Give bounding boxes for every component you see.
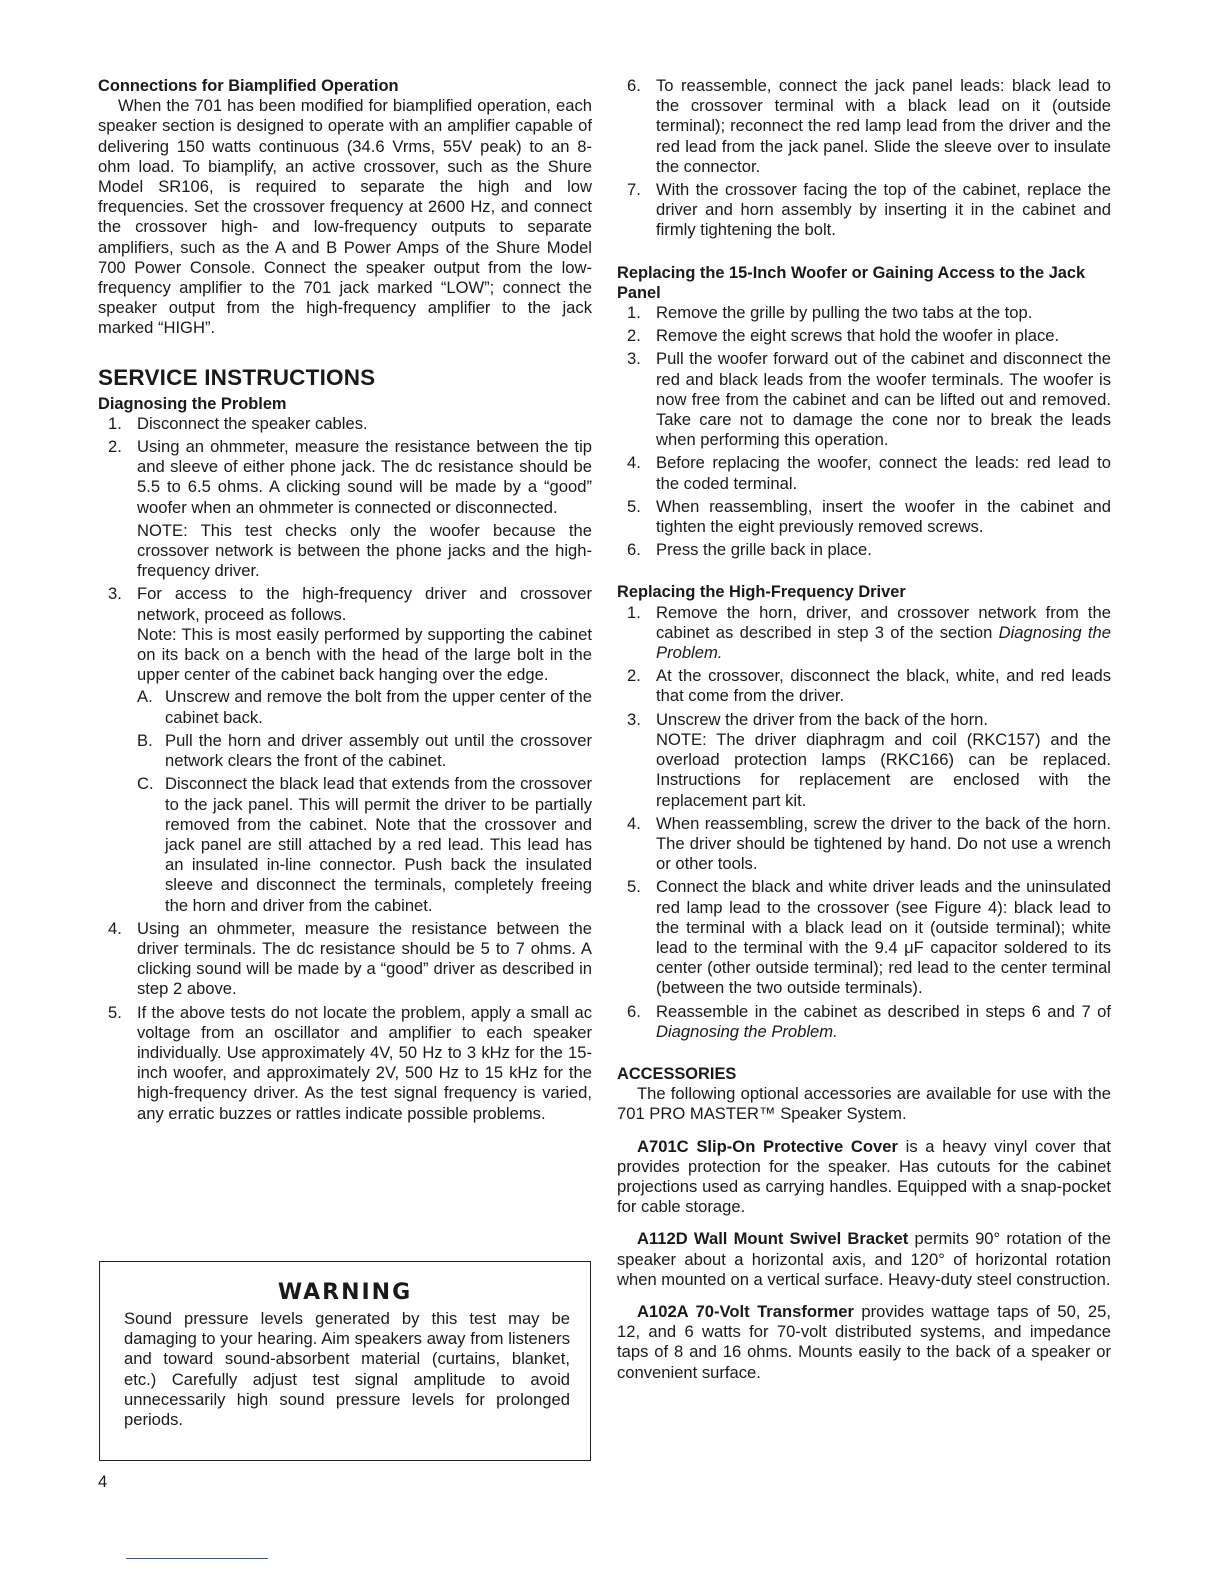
list-item xyxy=(98,414,592,434)
biamp-paragraph: When the 701 has been modified for biamplified operation, each speaker section is designed to operate with an amplifier capable of delivering 150 watts continuous (34.6 Vrms, 55V peak) to an 8-ohm load. To biamplify, an active crossover, such as the Shure Model SR106, is required to separate the high and low frequencies. Set the crossover frequency at 2600 Hz, and connect the crossover high- and low-frequency outputs to separate amplifiers, such as the A and B Power Amps of the Shure Model 700 Power Console. Connect the speaker output from the low-frequency amplifier to the 701 jack marked “LOW”; connect the speaker output from the high-frequency amplifier to the jack marked “HIGH”. xyxy=(98,96,592,338)
step-text: Connect the black and white driver leads and the uninsulated red lamp lead to the crossover (see Figure 4): black lead to the terminal with a black lead on it (outside terminal); white lead to the terminal with the 9.4 μF capacitor soldered to its center (other outside terminal); red lead to the center terminal (between the two outside terminals). xyxy=(656,877,1111,998)
list-item xyxy=(617,710,1111,811)
step-number: 4. xyxy=(627,813,641,833)
step-text: Before replacing the woofer, connect the leads: red lead to the coded terminal. xyxy=(656,453,1111,493)
step-note: Note: This is most easily performed by supporting the cabinet on its back on a bench with the head of the large bolt in the upper center of the cabinet back hanging over the edge. xyxy=(137,624,592,685)
step-number: 2. xyxy=(627,326,641,346)
diagnosing-subhead: Diagnosing the Problem xyxy=(98,394,287,413)
list-item xyxy=(617,326,1111,346)
step-text: Pull the woofer forward out of the cabinet and disconnect the red and black leads from the woofer terminals. The woofer is now free from the cabinet and can be lifted out and removed. Take care not to damage the cone nor to break the leads when performing this operation. xyxy=(656,349,1111,450)
sub-step-label: C. xyxy=(137,774,154,794)
list-item xyxy=(617,540,1111,560)
list-item xyxy=(617,349,1111,450)
step-text: Unscrew the driver from the back of the horn. xyxy=(656,709,989,729)
sub-step xyxy=(137,687,592,727)
accessory-name: A102A 70-Volt Transformer xyxy=(637,1301,854,1321)
accessory-name: A701C Slip-On Protective Cover xyxy=(637,1136,898,1156)
step-number: 5. xyxy=(108,1002,122,1022)
list-item xyxy=(617,666,1111,706)
step-text: Reassemble in the cabinet as described in steps 6 and 7 of xyxy=(656,1001,1111,1021)
section-reference: Diagnosing the Problem. xyxy=(656,1021,838,1041)
accessory-item xyxy=(617,1137,1111,1218)
step-number: 5. xyxy=(627,496,641,516)
sub-step-text: Pull the horn and driver assembly out until the crossover network clears the front of the cabinet. xyxy=(165,730,592,771)
list-item xyxy=(617,497,1111,537)
sub-step-text: Unscrew and remove the bolt from the upper center of the cabinet back. xyxy=(165,687,592,727)
step-number: 7. xyxy=(627,180,641,200)
step-number: 5. xyxy=(627,877,641,897)
accessory-description: permits 90° rotation of the speaker about a horizontal axis, and 120° of horizontal rotation when mounted on a vertical surface. Heavy-duty steel construction. xyxy=(617,1229,1111,1289)
list-item xyxy=(617,303,1111,323)
left-column xyxy=(98,76,592,1127)
step-text: For access to the high-frequency driver and crossover network, proceed as follows. xyxy=(137,584,592,624)
step-number: 2. xyxy=(108,437,122,457)
step-text: Remove the horn, driver, and crossover network from the cabinet as described in step 3 of the section xyxy=(656,602,1111,642)
list-item xyxy=(617,814,1111,875)
service-instructions-title: SERVICE INSTRUCTIONS xyxy=(98,364,376,390)
warning-title: WARNING xyxy=(277,1280,413,1305)
list-item xyxy=(617,76,1111,177)
woofer-heading: Replacing the 15-Inch Woofer or Gaining Access to the Jack Panel xyxy=(617,263,1086,302)
accessories-title: ACCESSORIES xyxy=(617,1064,737,1083)
step-number: 4. xyxy=(108,918,122,938)
step-text: When reassembling, screw the driver to the back of the horn. The driver should be tightened by hand. Do not use a wrench or other tools. xyxy=(656,813,1111,874)
driver-steps xyxy=(617,603,1111,1042)
list-item xyxy=(98,919,592,1000)
step-note: NOTE: This test checks only the woofer because the crossover network is between the phone jacks and the high-frequency driver. xyxy=(137,520,592,581)
step-number: 6. xyxy=(627,540,641,560)
step-text: With the crossover facing the top of the cabinet, replace the driver and horn assembly by inserting it in the cabinet and firmly tightening the bolt. xyxy=(656,180,1111,240)
sub-step xyxy=(137,731,592,771)
sub-step xyxy=(137,774,592,915)
step-text: When reassembling, insert the woofer in the cabinet and tighten the eight previously removed screws. xyxy=(656,496,1111,537)
step-number: 1. xyxy=(627,602,641,622)
step-number: 1. xyxy=(108,413,122,433)
accessory-name: A112D Wall Mount Swivel Bracket xyxy=(637,1229,909,1249)
step-note: NOTE: The driver diaphragm and coil (RKC157) and the overload protection lamps (RKC166) can be replaced. Instructions for replacement are enclosed with the replacement part kit. xyxy=(656,729,1111,810)
step-text: Press the grille back in place. xyxy=(656,540,872,560)
sub-step-label: B. xyxy=(137,730,153,750)
step-text: Remove the grille by pulling the two tabs at the top. xyxy=(656,303,1033,323)
accessories-intro: The following optional accessories are available for use with the 701 PRO MASTER™ Speaker System. xyxy=(617,1084,1111,1124)
step-number: 6. xyxy=(627,76,641,95)
section-reference: Diagnosing the Problem. xyxy=(656,622,1111,663)
sub-steps xyxy=(137,687,592,915)
list-item xyxy=(617,603,1111,664)
driver-heading: Replacing the High-Frequency Driver xyxy=(617,583,906,602)
step-number: 3. xyxy=(627,709,641,729)
list-item xyxy=(98,437,592,581)
footer-rule xyxy=(126,1558,268,1559)
step-number: 2. xyxy=(627,666,641,686)
list-item xyxy=(98,584,592,915)
accessory-description: provides wattage taps of 50, 25, 12, and 6 watts for 70-volt distributed systems, and impedance taps of 8 and 16 ohms. Mounts easily to the back of a speaker or convenient surface. xyxy=(617,1301,1112,1382)
diagnosing-steps xyxy=(98,414,592,1124)
step-text: Disconnect the speaker cables. xyxy=(137,413,368,433)
biamp-heading: Connections for Biamplified Operation xyxy=(98,77,399,95)
list-item xyxy=(617,1002,1111,1042)
step-text: Remove the eight screws that hold the woofer in place. xyxy=(656,326,1060,346)
step-text: To reassemble, connect the jack panel leads: black lead to the crossover terminal with a black lead on it (outside terminal); reconnect the red lamp lead from the driver and the red lead from the jack panel. Slide the sleeve over to insulate the connector. xyxy=(656,76,1111,176)
step-number: 3. xyxy=(108,584,122,604)
step-number: 1. xyxy=(627,303,641,323)
sub-step-text: Disconnect the black lead that extends from the crossover to the jack panel. This will permit the driver to be partially removed from the cabinet. Note that the crossover and jack panel are still attached by a red lead. This lead has an insulated in-line connector. Push back the insulated sleeve and disconnect the terminals, completely freeing the horn and driver from the cabinet. xyxy=(165,774,592,915)
step-text: Using an ohmmeter, measure the resistance between the driver terminals. The dc resistance should be 5 to 7 ohms. A clicking sound will be made by a “good” driver as described in step 2 above. xyxy=(137,918,592,999)
step-text: At the crossover, disconnect the black, white, and red leads that come from the driver. xyxy=(656,666,1111,706)
accessory-description: is a heavy vinyl cover that provides protection for the speaker. Has cutouts for the cabinet projections used as carrying handles. Equipped with a snap-pocket for cable storage. xyxy=(617,1136,1111,1217)
list-item xyxy=(617,453,1111,493)
step-number: 3. xyxy=(627,349,641,369)
accessory-item xyxy=(617,1302,1111,1383)
list-item xyxy=(617,180,1111,241)
woofer-steps xyxy=(617,303,1111,560)
right-column xyxy=(617,76,1111,1395)
step-number: 6. xyxy=(627,1001,641,1021)
sub-step-label: A. xyxy=(137,687,153,707)
step-number: 4. xyxy=(627,453,641,473)
reassemble-steps xyxy=(617,76,1111,241)
list-item xyxy=(617,877,1111,998)
warning-box xyxy=(99,1261,591,1461)
step-text: Using an ohmmeter, measure the resistance between the tip and sleeve of either phone jack. The dc resistance should be 5.5 to 6.5 ohms. A clicking sound will be made by a “good” woofer when an ohmmeter is connected or disconnected. xyxy=(137,437,592,517)
page-number: 4 xyxy=(98,1472,108,1491)
accessory-item xyxy=(617,1229,1111,1290)
list-item xyxy=(98,1003,592,1124)
warning-text: Sound pressure levels generated by this test may be damaging to your hearing. Aim speakers away from listeners and toward sound-absorbent material (curtains, blanket, etc.) Carefully adjust test signal amplitude to avoid unnecessarily high sound pressure levels for prolonged periods. xyxy=(124,1309,570,1430)
step-text: If the above tests do not locate the problem, apply a small ac voltage from an oscillator and amplifier to each speaker individually. Use approximately 4V, 50 Hz to 3 kHz for the 15-inch woofer, and approximately 2V, 500 Hz to 15 kHz for the high-frequency driver. As the test signal frequency is varied, any erratic buzzes or rattles indicate possible problems. xyxy=(137,1002,592,1123)
